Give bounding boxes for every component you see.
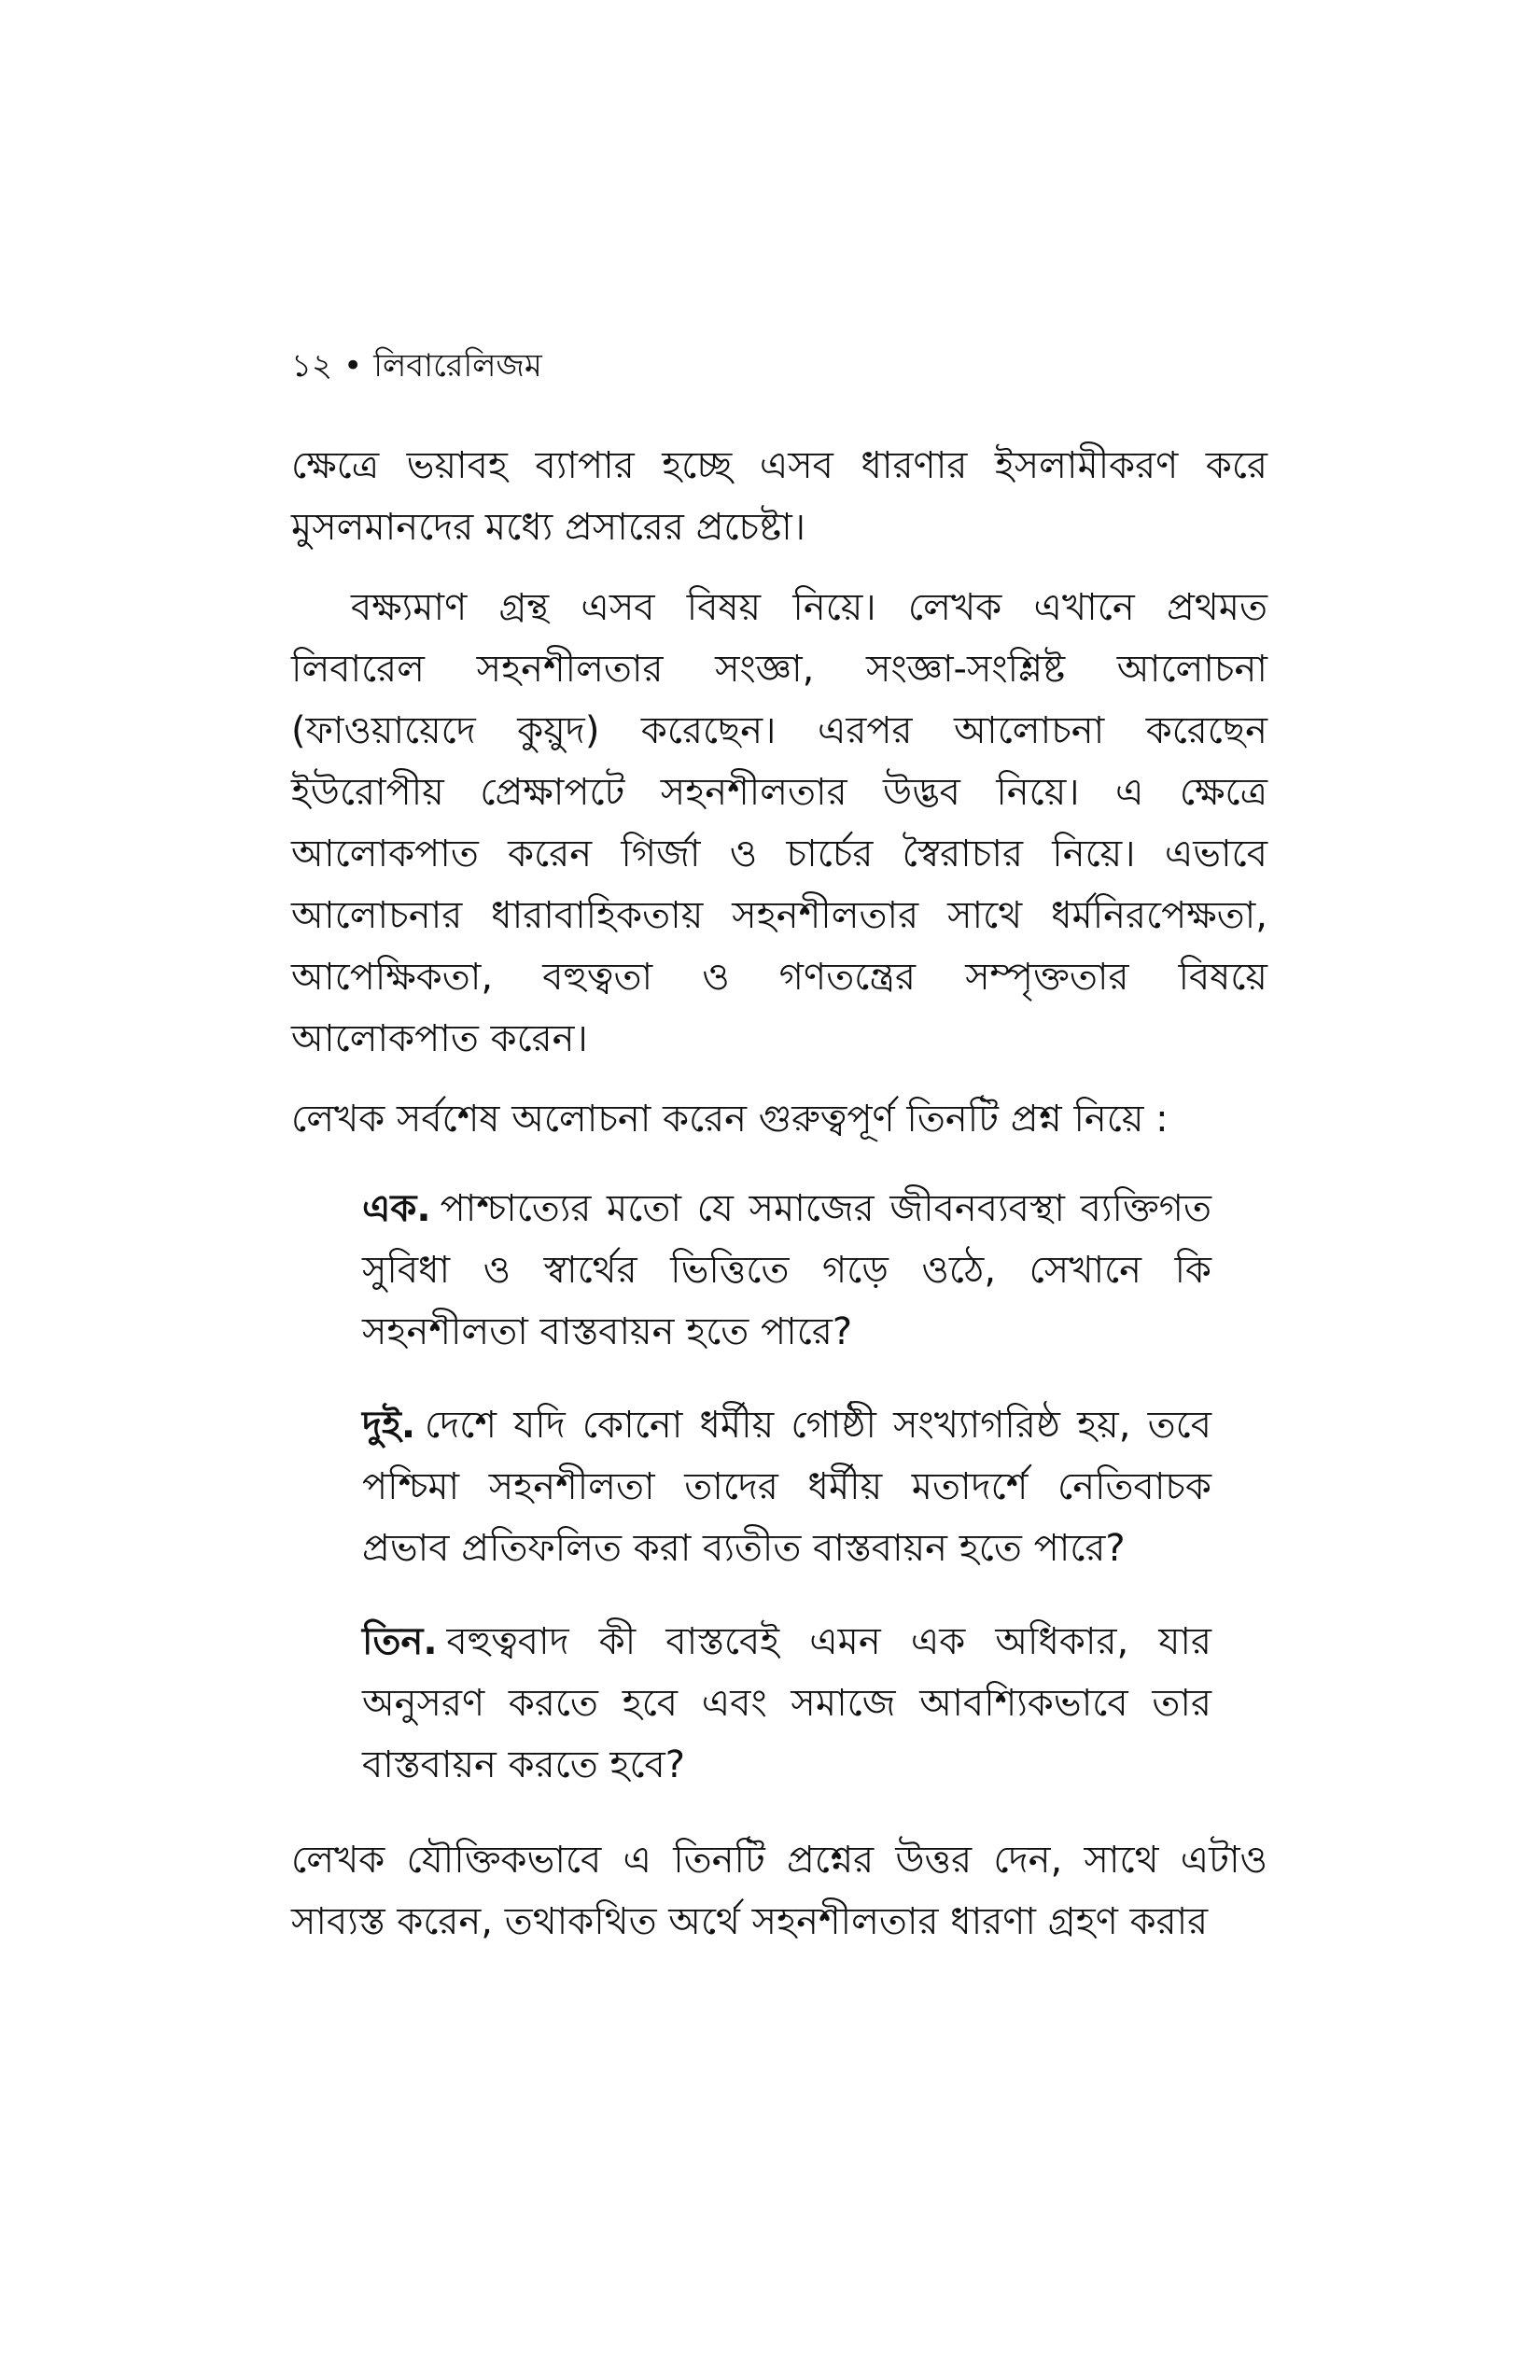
running-header bbox=[291, 343, 1267, 388]
header-separator: • bbox=[343, 347, 363, 385]
question-item bbox=[362, 1394, 1211, 1579]
book-title: লিবারেলিজম bbox=[373, 347, 542, 385]
paragraph-questions-intro: লেখক সর্বশেষ অলোচনা করেন গুরুত্বপূর্ণ তিনটি প্রশ্ন নিয়ে : bbox=[291, 1098, 1169, 1141]
paragraph-continuation: ক্ষেত্রে ভয়াবহ ব্যাপার হচ্ছে এসব ধারণার ইসলামীকরণ করে মুসলমানদের মধ্যে প্রসারের প্রচেষ্টা। bbox=[291, 444, 1267, 549]
question-number: দুই. bbox=[362, 1404, 416, 1447]
paragraph-closing: লেখক যৌক্তিকভাবে এ তিনটি প্রশ্নের উত্তর দেন, সাথে এটাও সাব্যস্ত করেন, তথাকথিত অর্থে সহনশীলতার ধারণা গ্রহণ করার bbox=[291, 1839, 1267, 1943]
question-number: এক. bbox=[362, 1187, 431, 1230]
question-item bbox=[362, 1611, 1211, 1796]
question-text: পাশ্চাত্যের মতো যে সমাজের জীবনব্যবস্থা ব্যক্তিগত সুবিধা ও স্বার্থের ভিত্তিতে গড়ে ওঠে, সেখানে কি সহনশীলতা বাস্তবায়ন হতে পারে? bbox=[362, 1187, 1211, 1353]
question-text: বহুত্ববাদ কী বাস্তবেই এমন এক অধিকার, যার অনুসরণ করতে হবে এবং সমাজে আবশ্যিকভাবে তার বাস্তবায়ন করতে হবে? bbox=[362, 1620, 1211, 1786]
paragraph-overview: বক্ষ্যমাণ গ্রন্থ এসব বিষয় নিয়ে। লেখক এখানে প্রথমত লিবারেল সহনশীলতার সংজ্ঞা, সংজ্ঞা-সংশ্লিষ্ট আলোচনা (ফাওয়ায়েদে কুয়ুদ) করেছেন। এরপর আলোচনা করেছেন ইউরোপীয় প্রেক্ষাপটে সহনশীলতার উদ্ভব নিয়ে। এ ক্ষেত্রে আলোকপাত করেন গির্জা ও চার্চের স্বৈরাচার নিয়ে। এভাবে আলোচনার ধারাবাহিকতায় সহনশীলতার সাথে ধর্মনিরপেক্ষতা, আপেক্ষিকতা, বহুত্বতা ও গণতন্ত্রের সম্পৃক্ততার বিষয়ে আলোকপাত করেন। bbox=[291, 586, 1267, 1060]
page-number: ১২ bbox=[291, 347, 333, 385]
question-item bbox=[362, 1178, 1211, 1363]
question-number: তিন. bbox=[362, 1620, 438, 1663]
book-page bbox=[291, 343, 1267, 1971]
question-text: দেশে যদি কোনো ধর্মীয় গোষ্ঠী সংখ্যাগরিষ্ঠ হয়, তবে পশ্চিমা সহনশীলতা তাদের ধর্মীয় মতাদর্শে নেতিবাচক প্রভাব প্রতিফলিত করা ব্যতীত বাস্তবায়ন হতে পারে? bbox=[362, 1404, 1211, 1570]
question-list bbox=[362, 1178, 1211, 1796]
